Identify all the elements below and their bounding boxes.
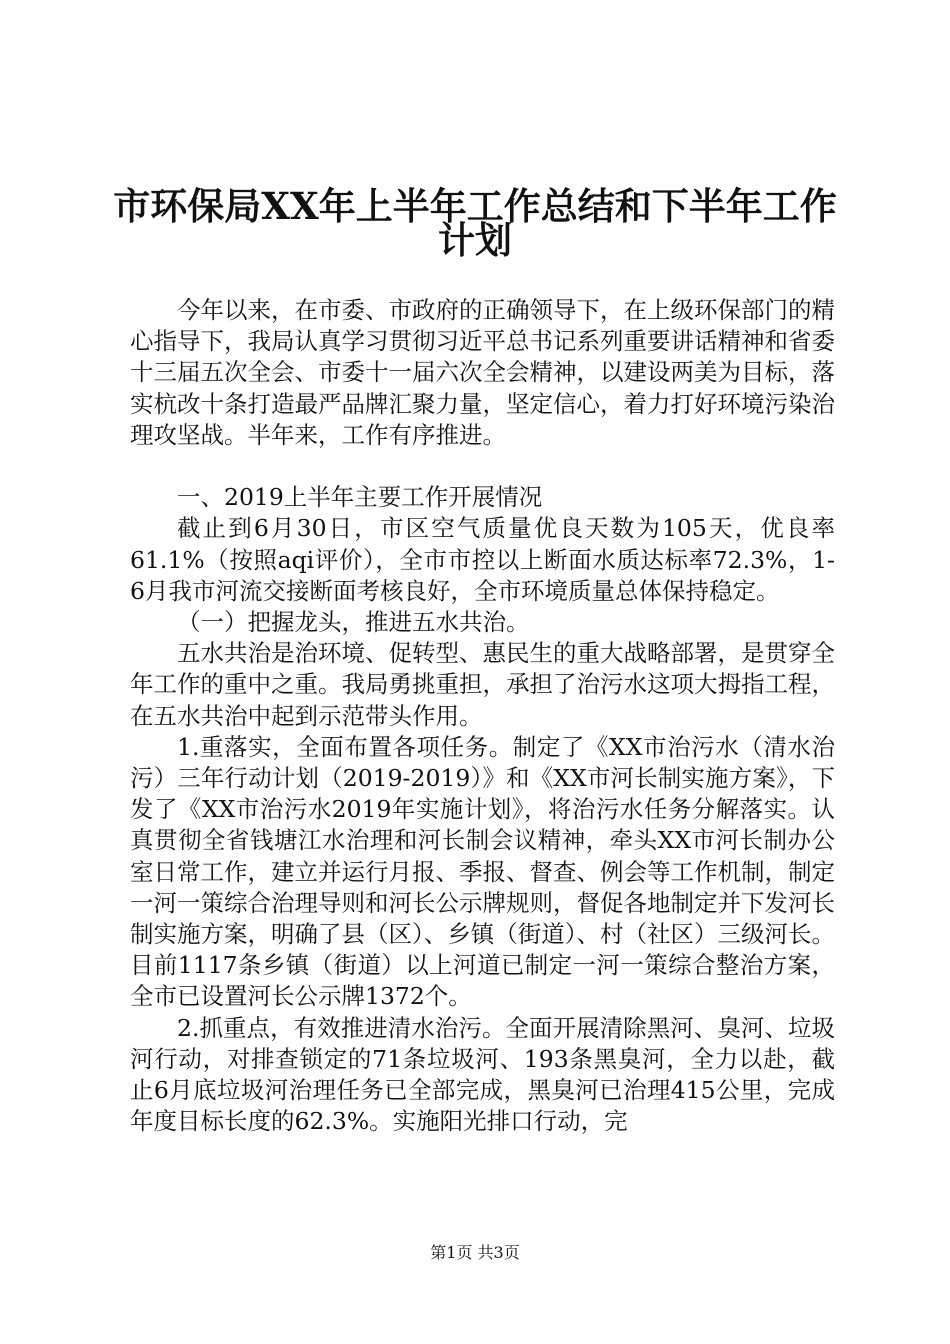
document-title-line-1: 市环保局XX年上半年工作总结和下半年工作 (113, 184, 837, 228)
subsection-heading-1: （一）把握龙头，推进五水共治。 (177, 608, 530, 637)
paragraph-item-1: 1.重落实，全面布置各项任务。制定了《XX市治污水（清水治污）三年行动计划（2019-2019）》和《XX市河长制实施方案》，下发了《XX市治污水2019年实施计划》，将治污水任务分解落实。认真贯彻全省钱塘江水治理和河长制会议精神，牵头XX市河长制办公室日常工作，建立并运行月报、季报、督查、例会等工作机制，制定一河一策综合治理导则和河长公示牌规则，督促各地制定并下发河长制实施方案，明确了县（区）、乡镇（街道）、村（社区）三级河长。目前1117条乡镇（街道）以上河道已制定一河一策综合整治方案，全市已设置河长公示牌1372个。 (130, 732, 835, 1011)
page-footer: 第1页 共3页 (430, 1243, 520, 1262)
paragraph-five-water: 五水共治是治环境、促转型、惠民生的重大战略部署，是贯穿全年工作的重中之重。我局勇挑重担，承担了治污水这项大拇指工程，在五水共治中起到示范带头作用。 (130, 639, 835, 730)
paragraph-intro: 今年以来，在市委、市政府的正确领导下，在上级环保部门的精心指导下，我局认真学习贯彻习近平总书记系列重要讲话精神和省委十三届五次全会、市委十一届六次全会精神，以建设两美为目标，落实杭改十条打造最严品牌汇聚力量，坚定信心，着力打好环境污染治理攻坚战。半年来，工作有序推进。 (130, 296, 835, 449)
document-title-line-2: 计划 (438, 218, 512, 262)
paragraph-item-2: 2.抓重点，有效推进清水治污。全面开展清除黑河、臭河、垃圾河行动，对排查锁定的71条垃圾河、193条黑臭河，全力以赴，截止6月底垃圾河治理任务已全部完成，黑臭河已治理415公里，完成年度目标长度的62.3%。实施阳光排口行动，完 (130, 1013, 835, 1136)
section-heading-1: 一、2019上半年主要工作开展情况 (177, 483, 543, 512)
document-body (130, 295, 835, 1137)
paragraph-environment-quality: 截止到6月30日，市区空气质量优良天数为105天，优良率61.1%（按照aqi评价），全市市控以上断面水质达标率72.3%，1-6月我市河流交接断面考核良好，全市环境质量总体保持稳定。 (130, 514, 835, 605)
